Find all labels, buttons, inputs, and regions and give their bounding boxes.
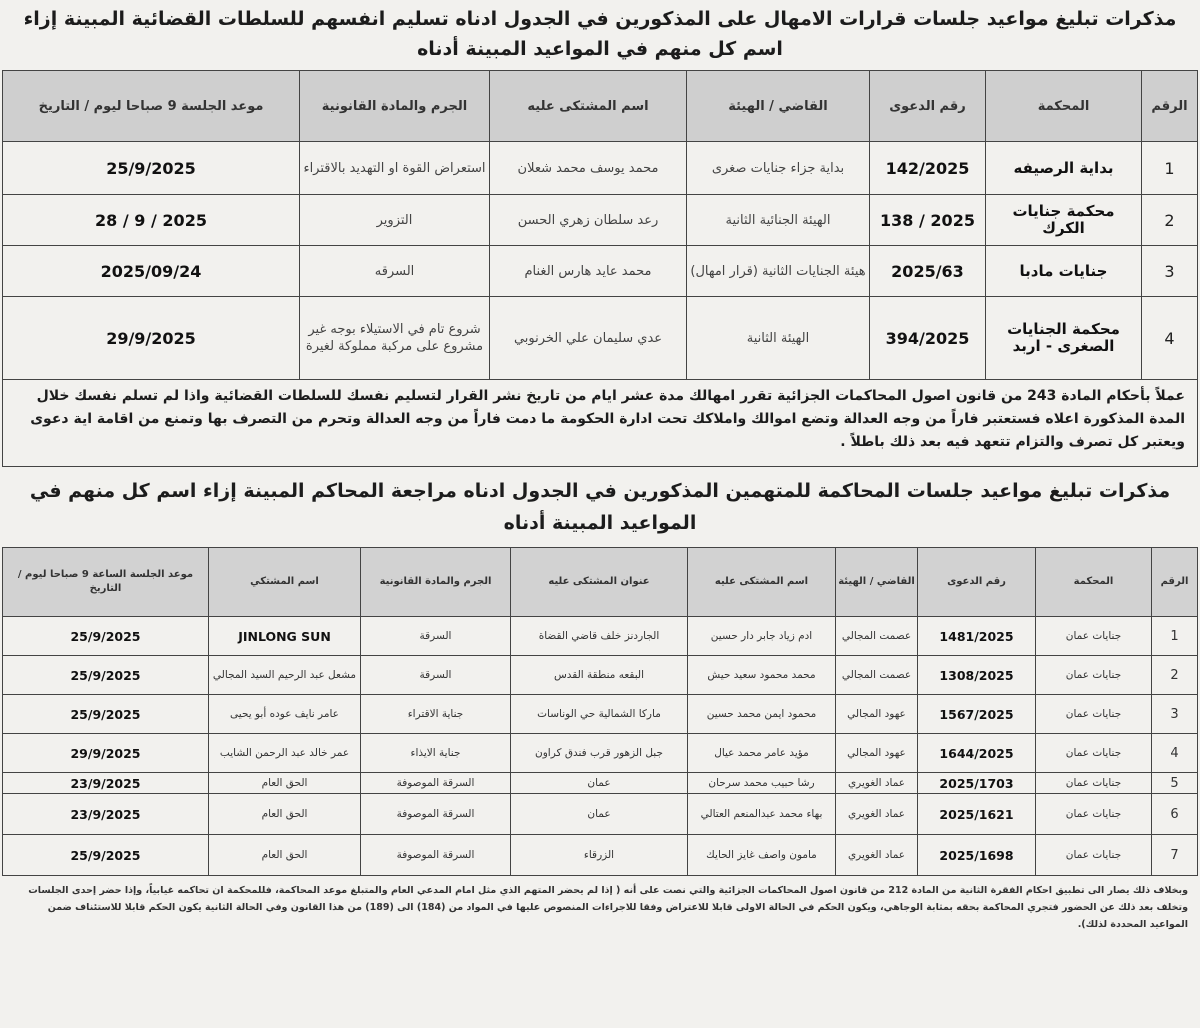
crime: السرقة الموصوفة: [361, 794, 511, 835]
session-date: 2025/09/24: [3, 246, 300, 297]
complainant: الحق العام: [209, 773, 361, 794]
crime: السرقة: [361, 617, 511, 656]
case-number: 1567/2025: [918, 695, 1036, 734]
case-number: 394/2025: [870, 297, 986, 380]
col-court: المحكمة: [1036, 548, 1152, 617]
judge: عماد الغويري: [836, 835, 918, 876]
accused-address: الزرقاء: [511, 835, 688, 876]
accused-name: رعد سلطان زهري الحسن: [490, 195, 687, 246]
col-accused-address: عنوان المشتكى عليه: [511, 548, 688, 617]
crime: شروع تام في الاستيلاء بوجه غير مشروع على مركبة مملوكة لغيرة: [300, 297, 490, 380]
complainant: مشعل عبد الرحيم السيد المجالي: [209, 656, 361, 695]
col-court: المحكمة: [986, 71, 1142, 142]
table-row: [3, 734, 1198, 773]
judge: الهيئة الجنائية الثانية: [687, 195, 870, 246]
col-complainant: اسم المشتكي: [209, 548, 361, 617]
accused-name: محمد عايد هارس الغنام: [490, 246, 687, 297]
table-row: [3, 297, 1198, 380]
case-number: 142/2025: [870, 142, 986, 195]
accused-name: ادم زياد جابر دار حسين: [688, 617, 836, 656]
table-header-row: [3, 548, 1198, 617]
section2-legal-note: وبخلاف ذلك يصار الى تطبيق احكام الفقرة الثانية من المادة 212 من قانون اصول المحاكمات الجزائية والتي نصت على أنه ( إذا لم يحضر المتهم الذي مثل امام المدعي العام والمتبلغ موعد المحاكمة، فللمحكمة ان تحاكمه غيابياً، وإذا حضر إحدى الجلسات وتخلف بعد ذلك عن الحضور فتجري المحاكمة بحقه بمثابة الوجاهي، ويكون الحكم في الحالة الاولى قابلا للاعتراض وفقا للاجراءات المنصوص عليها في المواد من (184) الى (189) من هذا القانون وفي الحالة الثانية يكون الحكم قابلا للاستئناف ضمن المواعيد المحددة لذلك).: [28, 885, 1188, 930]
accused-address: البقعه منطقة القدس: [511, 656, 688, 695]
crime: السرقه: [300, 246, 490, 297]
deadline-table: [2, 70, 1198, 380]
crime: السرقة الموصوفة: [361, 773, 511, 794]
col-case-number: رقم الدعوى: [918, 548, 1036, 617]
row-number: 4: [1142, 297, 1198, 380]
accused-address: عمان: [511, 773, 688, 794]
judge: هيئة الجنايات الثانية (قرار امهال): [687, 246, 870, 297]
row-number: 1: [1142, 142, 1198, 195]
session-date: 25/9/2025: [3, 695, 209, 734]
table-row: [3, 246, 1198, 297]
court: جنايات عمان: [1036, 734, 1152, 773]
court: جنايات عمان: [1036, 794, 1152, 835]
court: جنايات مادبا: [986, 246, 1142, 297]
col-crime: الجرم والمادة القانونية: [300, 71, 490, 142]
court: جنايات عمان: [1036, 773, 1152, 794]
col-judge: القاضي / الهيئة: [687, 71, 870, 142]
court: جنايات عمان: [1036, 835, 1152, 876]
col-case-number: رقم الدعوى: [870, 71, 986, 142]
col-accused: اسم المشتكى عليه: [688, 548, 836, 617]
crime: استعراض القوة او التهديد بالاقتراء: [300, 142, 490, 195]
complainant: عامر نايف عوده أبو يحيى: [209, 695, 361, 734]
session-date: 23/9/2025: [3, 773, 209, 794]
row-number: 1: [1152, 617, 1198, 656]
judge: عماد الغويري: [836, 794, 918, 835]
row-number: 3: [1152, 695, 1198, 734]
accused-name: رشا حبيب محمد سرحان: [688, 773, 836, 794]
session-date: 25/9/2025: [3, 142, 300, 195]
table-row: [3, 617, 1198, 656]
judge: عصمت المجالي: [836, 617, 918, 656]
judge: عهود المجالي: [836, 734, 918, 773]
col-number: الرقم: [1142, 71, 1198, 142]
accused-address: الجاردنز خلف قاضي القضاة: [511, 617, 688, 656]
col-session-date: موعد الجلسة 9 صباحا ليوم / التاريخ: [3, 71, 300, 142]
case-number: 2025/1698: [918, 835, 1036, 876]
case-number: 2025/1703: [918, 773, 1036, 794]
case-number: 2025/63: [870, 246, 986, 297]
complainant: الحق العام: [209, 794, 361, 835]
table-row: [3, 835, 1198, 876]
crime: جناية الاقتراء: [361, 695, 511, 734]
accused-name: عدي سليمان علي الخرنوبي: [490, 297, 687, 380]
row-number: 2: [1142, 195, 1198, 246]
complainant: الحق العام: [209, 835, 361, 876]
judge: عماد الغويري: [836, 773, 918, 794]
table-row: [3, 794, 1198, 835]
session-date: 29/9/2025: [3, 734, 209, 773]
row-number: 4: [1152, 734, 1198, 773]
crime: جناية الايذاء: [361, 734, 511, 773]
court: محكمة الجنايات الصغرى - اربد: [986, 297, 1142, 380]
complainant: عمر خالد عبد الرحمن الشايب: [209, 734, 361, 773]
complainant: JINLONG SUN: [209, 617, 361, 656]
section2-title: مذكرات تبليغ مواعيد جلسات المحاكمة للمتهمين المذكورين في الجدول ادناه مراجعة المحاكم المبينة إزاء اسم كل منهم في المواعيد المبينة أدناه: [29, 480, 1171, 534]
session-date: 25/9/2025: [3, 835, 209, 876]
row-number: 2: [1152, 656, 1198, 695]
judge: الهيئة الثانية: [687, 297, 870, 380]
col-accused: اسم المشتكى عليه: [490, 71, 687, 142]
accused-name: مؤيد عامر محمد عيال: [688, 734, 836, 773]
case-number: 2025 / 138: [870, 195, 986, 246]
accused-name: مامون واصف غايز الحايك: [688, 835, 836, 876]
session-date: 29/9/2025: [3, 297, 300, 380]
table-row: [3, 656, 1198, 695]
col-judge: القاضي / الهيئة: [836, 548, 918, 617]
judge: عصمت المجالي: [836, 656, 918, 695]
court: محكمة جنايات الكرك: [986, 195, 1142, 246]
judge: بداية جزاء جنايات صغرى: [687, 142, 870, 195]
accused-address: ماركا الشمالية حي الوناسات: [511, 695, 688, 734]
table-header-row: [3, 71, 1198, 142]
case-number: 1644/2025: [918, 734, 1036, 773]
row-number: 5: [1152, 773, 1198, 794]
accused-name: محمود ايمن محمد حسين: [688, 695, 836, 734]
case-number: 1308/2025: [918, 656, 1036, 695]
session-date: 2025 / 9 / 28: [3, 195, 300, 246]
accused-name: محمد يوسف محمد شعلان: [490, 142, 687, 195]
crime: السرقة الموصوفة: [361, 835, 511, 876]
session-date: 25/9/2025: [3, 656, 209, 695]
court: جنايات عمان: [1036, 617, 1152, 656]
trial-sessions-table: [2, 547, 1198, 876]
section1-title: مذكرات تبليغ مواعيد جلسات قرارات الامهال على المذكورين في الجدول ادناه تسليم انفسهم للسلطات القضائية المبينة إزاء اسم كل منهم في المواعيد المبينة أدناه: [23, 8, 1177, 60]
row-number: 6: [1152, 794, 1198, 835]
case-number: 2025/1621: [918, 794, 1036, 835]
table-row: [3, 195, 1198, 246]
session-date: 23/9/2025: [3, 794, 209, 835]
table-row: [3, 142, 1198, 195]
row-number: 3: [1142, 246, 1198, 297]
accused-address: جبل الزهور قرب فندق كراون: [511, 734, 688, 773]
table-row: [3, 695, 1198, 734]
table-row: [3, 773, 1198, 794]
accused-name: محمد محمود سعيد حيش: [688, 656, 836, 695]
col-number: الرقم: [1152, 548, 1198, 617]
accused-address: عمان: [511, 794, 688, 835]
col-crime: الجرم والمادة القانونية: [361, 548, 511, 617]
crime: السرقة: [361, 656, 511, 695]
crime: التزوير: [300, 195, 490, 246]
court: بداية الرصيفه: [986, 142, 1142, 195]
court: جنايات عمان: [1036, 695, 1152, 734]
accused-name: بهاء محمد عبدالمنعم العتالي: [688, 794, 836, 835]
session-date: 25/9/2025: [3, 617, 209, 656]
col-session-date: موعد الجلسة الساعة 9 صباحا ليوم / التاريخ: [3, 548, 209, 617]
row-number: 7: [1152, 835, 1198, 876]
court: جنايات عمان: [1036, 656, 1152, 695]
judge: عهود المجالي: [836, 695, 918, 734]
section1-legal-note: عملاً بأحكام المادة 243 من قانون اصول المحاكمات الجزائية تقرر امهالك مدة عشر ايام من تاريخ نشر القرار لتسليم نفسك للسلطات القضائية واذا لم تسلم نفسك خلال المدة المذكورة اعلاه فستعتبر فاراً من وجه العدالة وتضع اموالك واملاكك تحت ادارة الحكومة ما دمت فاراً من وجه العدالة وتحرم من التصرف بها وتمنع من اقامة اية دعوى ويعتبر كل تصرف والتزام تتعهد فيه بعد ذلك باطلاً .: [2, 380, 1198, 467]
case-number: 1481/2025: [918, 617, 1036, 656]
